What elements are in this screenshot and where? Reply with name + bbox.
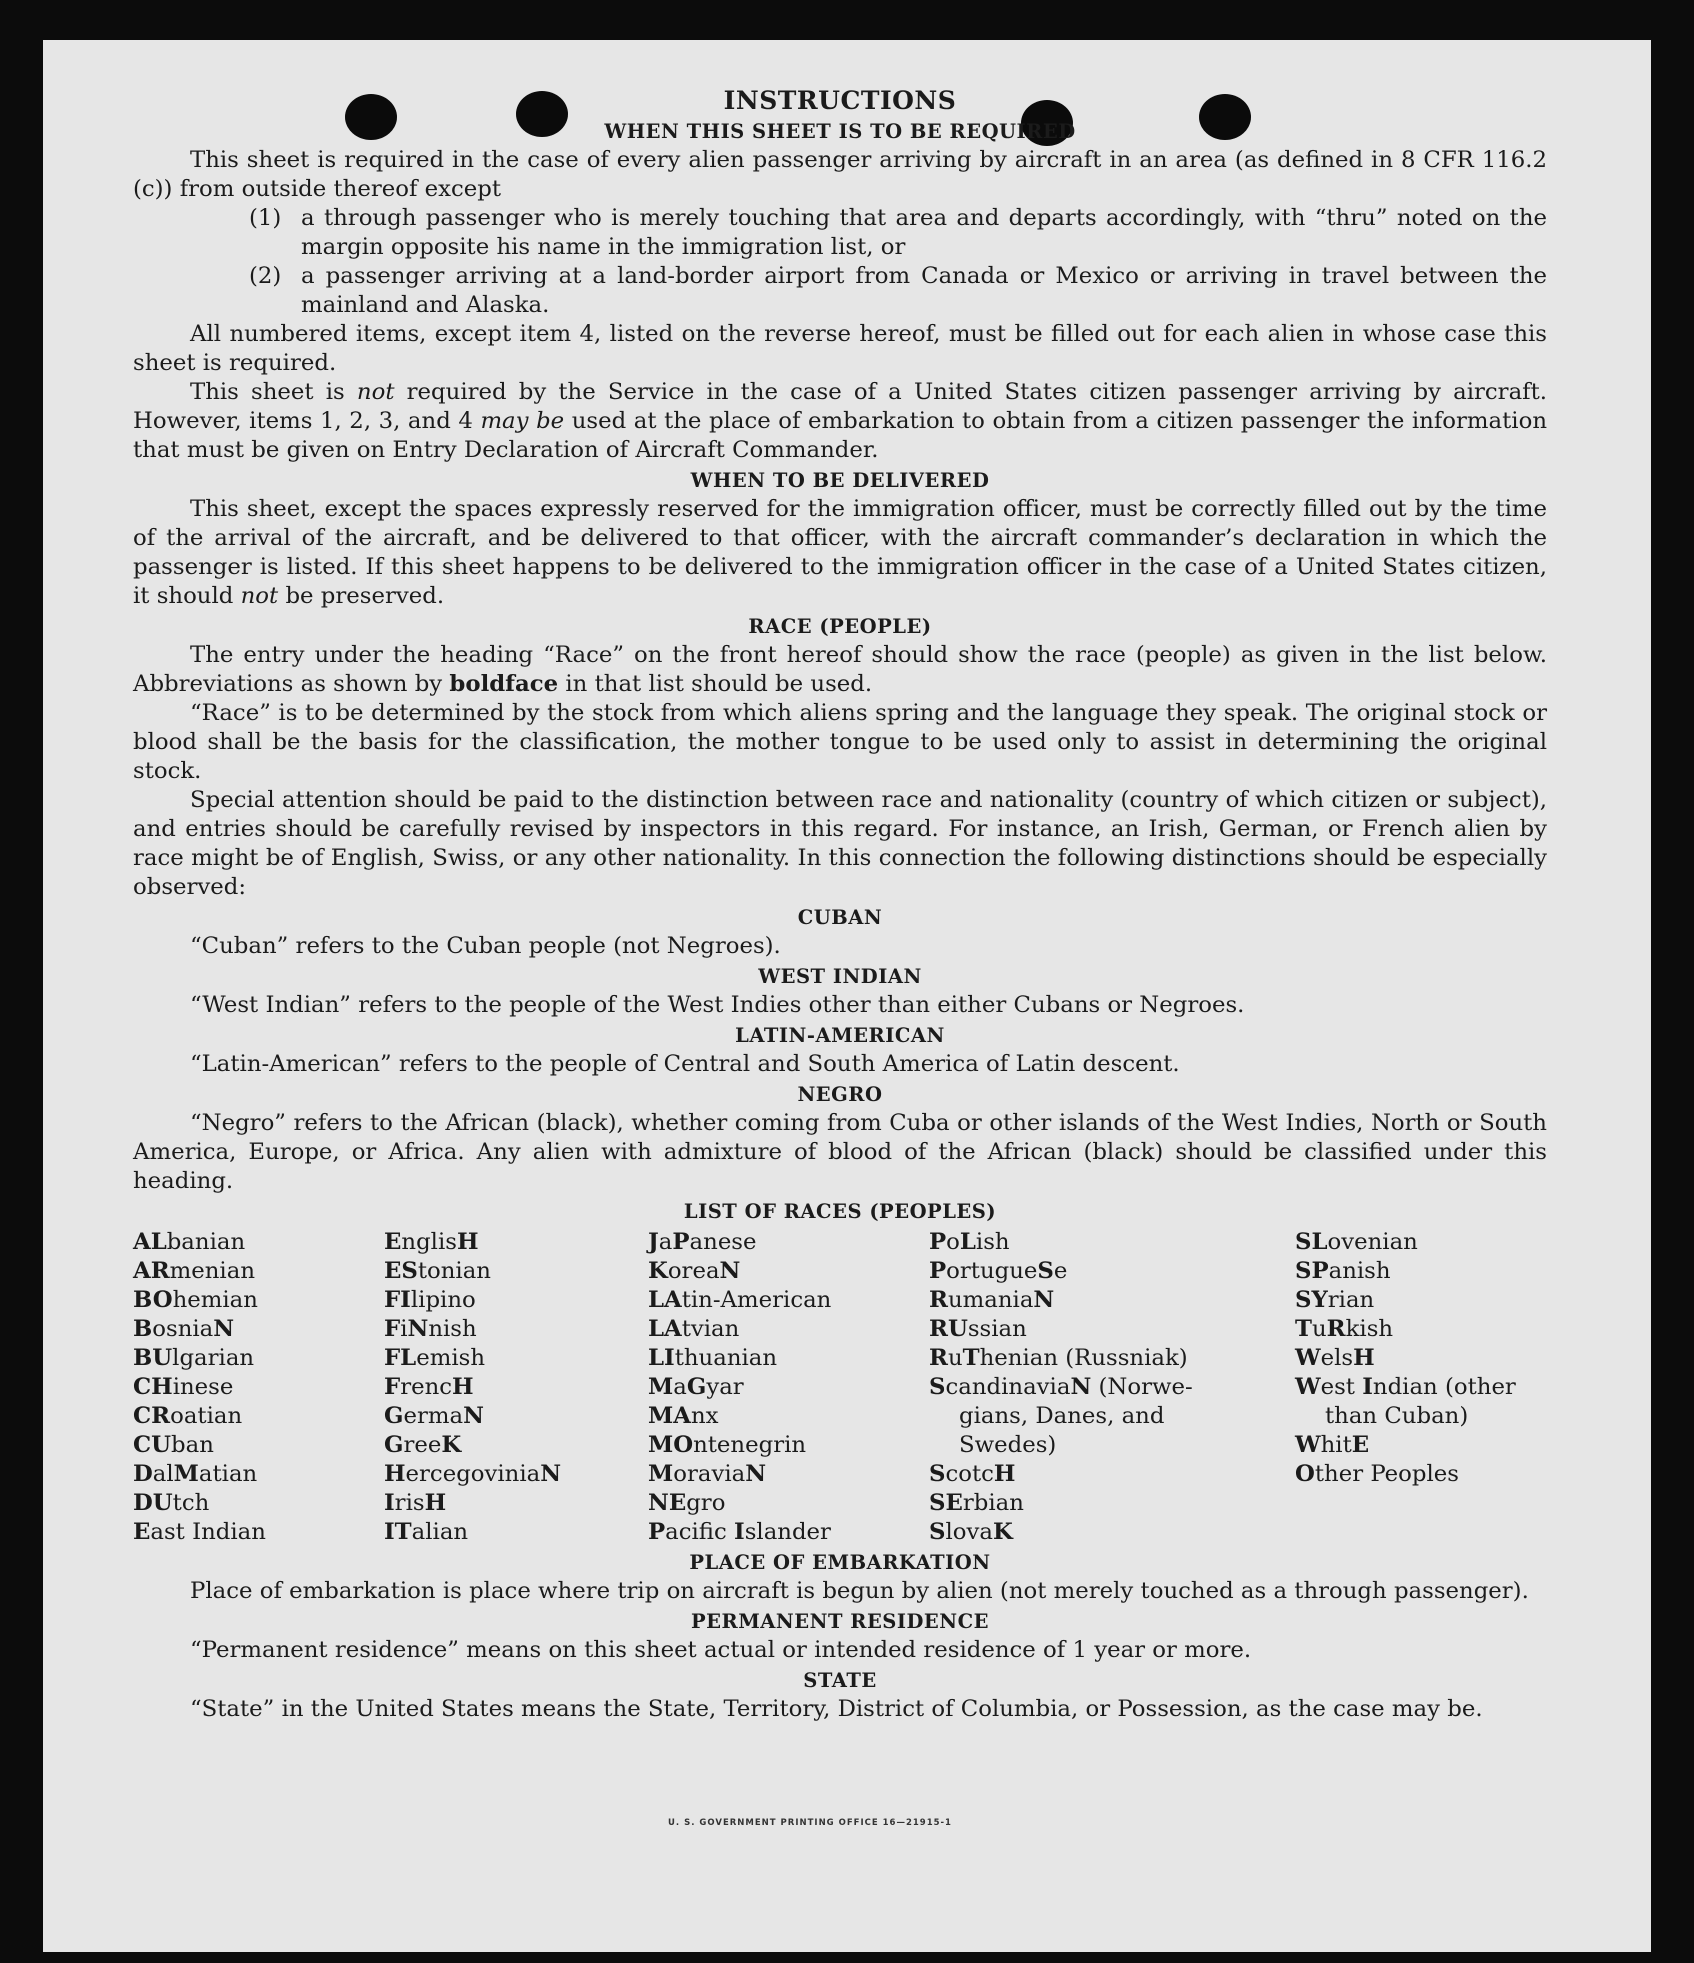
race-name-part: lipino	[410, 1287, 476, 1313]
race-name-part: lgarian	[172, 1345, 255, 1371]
race-entry	[1295, 1460, 1547, 1489]
race-entry	[648, 1431, 929, 1460]
text-run: This sheet, except the spaces expressly reserved for the immigration officer, must be correctly filled out by the time of the arrival of the aircraft, and be delivered to that officer, with the aircraft commander’s declaration in which the passenger is listed. If this sheet happens to be delivered to the immigration officer in the case of a United States citizen, it should	[133, 496, 1547, 609]
race-abbrev-letters: I	[734, 1519, 745, 1545]
race-name-part: inese	[172, 1374, 234, 1400]
race-name-part: u	[1311, 1316, 1327, 1342]
race-name-part: ovenian	[1327, 1229, 1418, 1255]
race-entry	[1295, 1344, 1547, 1373]
race-entry	[1295, 1315, 1547, 1344]
race-entry	[384, 1489, 648, 1518]
race-entry	[384, 1286, 648, 1315]
emphasis: not	[356, 379, 395, 405]
race-abbrev-letters: SE	[929, 1490, 963, 1516]
race-name-part: nx	[690, 1403, 719, 1429]
race-abbrev-letters: SP	[1295, 1258, 1329, 1284]
heading-latin-american: LATIN-AMERICAN	[735, 1024, 945, 1047]
race-entry	[648, 1489, 929, 1518]
race-name-part: erma	[403, 1403, 464, 1429]
race-abbrev-letters: M	[648, 1374, 674, 1400]
race-abbrev-letters: N	[719, 1258, 741, 1284]
race-abbrev-letters: P	[672, 1229, 690, 1255]
race-abbrev-letters: BO	[133, 1287, 173, 1313]
race-abbrev-letters: P	[929, 1229, 947, 1255]
race-entry	[384, 1257, 648, 1286]
race-name-part: slander	[744, 1519, 831, 1545]
race-abbrev-letters: J	[648, 1229, 659, 1255]
race-abbrev-letters: D	[133, 1461, 153, 1487]
race-name-part: ndian (other	[1372, 1374, 1516, 1400]
race-name-part: nish	[428, 1316, 477, 1342]
race-name-part: ree	[403, 1432, 442, 1458]
race-entry	[648, 1228, 929, 1257]
race-abbrev-letters: N	[1033, 1287, 1055, 1313]
race-abbrev-letters: H	[1353, 1345, 1375, 1371]
race-entry	[929, 1431, 1295, 1460]
race-entry	[648, 1286, 929, 1315]
race-entry	[929, 1402, 1295, 1431]
heading-race: RACE (PEOPLE)	[748, 615, 932, 638]
race-entry	[133, 1489, 384, 1518]
race-abbrev-letters: LA	[648, 1316, 682, 1342]
race-name-part: tin-American	[681, 1287, 832, 1313]
race-entry	[133, 1402, 384, 1431]
race-abbrev-letters: P	[648, 1519, 666, 1545]
race-name-part: banian	[166, 1229, 246, 1255]
races-list	[133, 1228, 1547, 1547]
race-abbrev-letters: FI	[384, 1287, 411, 1313]
race-abbrev-letters: N	[407, 1316, 429, 1342]
race-abbrev-letters: S	[1037, 1258, 1054, 1284]
paragraph: “State” in the United States means the State, Territory, District of Columbia, or Possession, as the case may be.	[190, 1696, 1483, 1722]
race-entry	[384, 1315, 648, 1344]
race-name-part: nglis	[401, 1229, 457, 1255]
race-name-part: a	[673, 1374, 687, 1400]
race-name-part: anish	[1328, 1258, 1391, 1284]
race-name-part: i	[400, 1316, 408, 1342]
race-entry	[384, 1460, 648, 1489]
race-entry	[1295, 1373, 1547, 1402]
race-abbrev-letters: R	[1326, 1316, 1346, 1342]
race-entry	[384, 1402, 648, 1431]
race-abbrev-letters: F	[384, 1316, 401, 1342]
heading-permanent-residence: PERMANENT RESIDENCE	[690, 1610, 989, 1633]
race-name-part: ntenegrin	[693, 1432, 807, 1458]
list-item	[249, 262, 1547, 320]
paragraph: Place of embarkation is place where trip on aircraft is begun by alien (not merely touched as a through passenger).	[190, 1578, 1529, 1604]
race-name-part: than Cuban)	[1325, 1403, 1469, 1429]
race-entry	[648, 1518, 929, 1547]
paragraph	[133, 378, 1547, 465]
text-run: The entry under the heading “Race” on the front hereof should show the race (people) as given in the list below. Abbreviations as shown by	[133, 642, 1547, 697]
paragraph	[133, 641, 1547, 699]
race-entry	[1295, 1431, 1547, 1460]
item-number: (2)	[249, 263, 282, 289]
heading-list-of-races: LIST OF RACES (PEOPLES)	[683, 1200, 997, 1223]
race-name-part: orea	[667, 1258, 720, 1284]
race-entry	[929, 1315, 1295, 1344]
race-entry	[133, 1344, 384, 1373]
paragraph: Special attention should be paid to the distinction between race and nationality (country of which citizen or subject), and entries should be carefully revised by inspectors in this regard. For instance, an Irish, German, or French alien by race might be of English, Swiss, or any other nationality. In this connection the following distinctions should be especially observed:	[133, 787, 1547, 900]
race-abbrev-letters: G	[384, 1432, 404, 1458]
race-name-part: ther Peoples	[1314, 1461, 1459, 1487]
race-abbrev-letters: N	[540, 1461, 562, 1487]
race-name-part: emish	[416, 1345, 485, 1371]
race-entry	[929, 1373, 1295, 1402]
race-entry	[648, 1402, 929, 1431]
bold-text: boldface	[449, 671, 559, 697]
race-abbrev-letters: E	[1351, 1432, 1370, 1458]
race-entry	[1295, 1402, 1547, 1431]
text-run: This sheet is	[190, 379, 357, 405]
race-name-part: renc	[400, 1374, 453, 1400]
race-abbrev-letters: BU	[133, 1345, 173, 1371]
race-name-part: alian	[411, 1519, 469, 1545]
race-abbrev-letters: SY	[1295, 1287, 1328, 1313]
race-name-part: hit	[1320, 1432, 1352, 1458]
race-name-part: ban	[171, 1432, 214, 1458]
race-abbrev-letters: T	[962, 1345, 980, 1371]
race-name-part: lova	[945, 1519, 993, 1545]
race-name-part: rian	[1327, 1287, 1375, 1313]
race-entry	[133, 1431, 384, 1460]
race-name-part: rbian	[962, 1490, 1024, 1516]
race-name-part: ris	[394, 1490, 425, 1516]
paragraph: “Cuban” refers to the Cuban people (not Negroes).	[190, 933, 781, 959]
race-entry	[648, 1257, 929, 1286]
text-run: be preserved.	[278, 583, 445, 609]
race-entry	[384, 1344, 648, 1373]
race-name-part: tvian	[681, 1316, 740, 1342]
race-abbrev-letters: H	[452, 1374, 474, 1400]
race-entry	[648, 1460, 929, 1489]
text-run: required by the Service in the case of a United States citizen passenger arriving by aircraft. However, items 1, 2, 3, and 4	[133, 379, 1547, 434]
race-abbrev-letters: LA	[648, 1287, 682, 1313]
race-abbrev-letters: N	[213, 1316, 235, 1342]
race-name-part: ortugue	[946, 1258, 1038, 1284]
item-number: (1)	[249, 205, 282, 231]
race-abbrev-letters: LI	[648, 1345, 675, 1371]
race-abbrev-letters: M	[648, 1461, 674, 1487]
heading-when-delivered: WHEN TO BE DELIVERED	[690, 469, 990, 492]
race-entry	[384, 1518, 648, 1547]
race-name-part: u	[947, 1345, 963, 1371]
race-name-part: kish	[1345, 1316, 1394, 1342]
heading-embarkation: PLACE OF EMBARKATION	[689, 1551, 991, 1574]
race-entry	[929, 1489, 1295, 1518]
race-name-part: els	[1320, 1345, 1354, 1371]
race-entry	[929, 1518, 1295, 1547]
text-run: used at the place of embarkation to obtain from a citizen passenger the information that must be given on Entry Declaration of Aircraft Commander.	[133, 408, 1547, 463]
race-entry	[648, 1315, 929, 1344]
race-abbrev-letters: CU	[133, 1432, 172, 1458]
race-name-part: hemian	[172, 1287, 258, 1313]
race-abbrev-letters: K	[992, 1519, 1013, 1545]
race-name-part: ercegovinia	[405, 1461, 541, 1487]
race-abbrev-letters: W	[1295, 1432, 1321, 1458]
race-name-part: est	[1320, 1374, 1363, 1400]
race-abbrev-letters: CR	[133, 1403, 171, 1429]
paragraph: “Latin-American” refers to the people of Central and South America of Latin descent.	[190, 1051, 1180, 1077]
race-abbrev-letters: MA	[648, 1403, 691, 1429]
paragraph: This sheet is required in the case of every alien passenger arriving by aircraft in an area (as defined in 8 CFR 116.2 (c)) from outside thereof except	[133, 147, 1547, 202]
race-entry	[929, 1460, 1295, 1489]
race-name-part: a	[658, 1229, 673, 1255]
race-abbrev-letters: H	[384, 1461, 406, 1487]
race-name-part: (Norwe-	[1091, 1374, 1193, 1400]
race-name-part: Swedes)	[959, 1432, 1057, 1458]
race-abbrev-letters: E	[384, 1229, 402, 1255]
race-abbrev-letters: F	[384, 1374, 401, 1400]
race-name-part: tch	[172, 1490, 210, 1516]
race-entry	[1295, 1228, 1547, 1257]
race-entry	[929, 1286, 1295, 1315]
race-abbrev-letters: H	[456, 1229, 479, 1255]
emphasis: not	[240, 583, 279, 609]
heading-cuban: CUBAN	[797, 906, 883, 929]
race-abbrev-letters: H	[424, 1490, 447, 1516]
race-name-part: anese	[689, 1229, 757, 1255]
race-name-part: oravia	[673, 1461, 746, 1487]
race-abbrev-letters: B	[133, 1316, 153, 1342]
heading-state: STATE	[803, 1669, 877, 1692]
race-abbrev-letters: K	[441, 1432, 462, 1458]
heading-when-required: WHEN THIS SHEET IS TO BE REQUIRED	[604, 120, 1076, 143]
race-name-part: henian (Russniak)	[979, 1345, 1188, 1371]
heading-negro: NEGRO	[797, 1083, 883, 1106]
race-abbrev-letters: N	[463, 1403, 484, 1429]
race-abbrev-letters: S	[929, 1461, 946, 1487]
race-abbrev-letters: I	[384, 1490, 395, 1516]
race-entry	[1295, 1286, 1547, 1315]
race-abbrev-letters: S	[929, 1374, 946, 1400]
list-item	[249, 204, 1547, 262]
race-entry	[384, 1431, 648, 1460]
race-abbrev-letters: E	[133, 1519, 151, 1545]
race-abbrev-letters: N	[745, 1461, 767, 1487]
race-entry	[133, 1518, 384, 1547]
races-column	[648, 1228, 929, 1547]
race-entry	[384, 1373, 648, 1402]
race-abbrev-letters: H	[993, 1461, 1016, 1487]
race-abbrev-letters: O	[1295, 1461, 1315, 1487]
race-abbrev-letters: MO	[648, 1432, 694, 1458]
race-abbrev-letters: IT	[384, 1519, 412, 1545]
race-name-part: ssian	[967, 1316, 1027, 1342]
race-abbrev-letters: W	[1295, 1374, 1321, 1400]
race-abbrev-letters: CH	[133, 1374, 173, 1400]
paragraph: All numbered items, except item 4, listed on the reverse hereof, must be filled out for each alien in whose case this sheet is required.	[133, 321, 1547, 376]
race-abbrev-letters: SL	[1295, 1229, 1328, 1255]
race-entry	[133, 1286, 384, 1315]
paragraph: “Permanent residence” means on this sheet actual or intended residence of 1 year or more.	[190, 1637, 1252, 1663]
race-entry	[1295, 1257, 1547, 1286]
race-entry	[133, 1257, 384, 1286]
race-abbrev-letters: P	[929, 1258, 947, 1284]
race-name-part: umania	[947, 1287, 1034, 1313]
race-abbrev-letters: K	[648, 1258, 668, 1284]
page-title: INSTRUCTIONS	[723, 86, 957, 115]
race-entry	[133, 1460, 384, 1489]
race-name-part: al	[152, 1461, 174, 1487]
paragraph: “Race” is to be determined by the stock from which aliens spring and the language they speak. The original stock or blood shall be the basis for the classification, the mother tongue to be used only to assist in determining the original stock.	[133, 700, 1547, 784]
race-name-part: cotc	[945, 1461, 994, 1487]
item-text: a passenger arriving at a land-border airport from Canada or Mexico or arriving in travel between the mainland and Alaska.	[301, 263, 1547, 318]
heading-west-indian: WEST INDIAN	[758, 965, 922, 988]
text-run: in that list should be used.	[558, 671, 873, 697]
race-abbrev-letters: R	[929, 1345, 948, 1371]
race-entry	[133, 1373, 384, 1402]
race-name-part: e	[1053, 1258, 1068, 1284]
race-abbrev-letters: NE	[648, 1490, 687, 1516]
races-column	[133, 1228, 384, 1547]
races-column	[1295, 1228, 1547, 1547]
race-abbrev-letters: G	[686, 1374, 707, 1400]
race-entry	[929, 1228, 1295, 1257]
race-entry	[929, 1344, 1295, 1373]
race-abbrev-letters: DU	[133, 1490, 173, 1516]
race-entry	[133, 1315, 384, 1344]
paragraph: “Negro” refers to the African (black), whether coming from Cuba or other islands of the West Indies, North or South America, Europe, or Africa. Any alien with admixture of blood of the African (black) should be classified under this heading.	[133, 1110, 1547, 1194]
printer-imprint: U. S. GOVERNMENT PRINTING OFFICE 16—21915-1	[668, 1818, 952, 1828]
race-abbrev-letters: N	[1070, 1374, 1092, 1400]
race-entry	[929, 1257, 1295, 1286]
race-name-part: yar	[706, 1374, 744, 1400]
race-abbrev-letters: R	[929, 1287, 948, 1313]
item-text: a through passenger who is merely touching that area and departs accordingly, with “thru” noted on the margin opposite his name in the immigration list, or	[301, 205, 1547, 260]
race-name-part: menian	[169, 1258, 255, 1284]
paragraph	[133, 495, 1547, 611]
race-entry	[648, 1373, 929, 1402]
race-abbrev-letters: RU	[929, 1316, 968, 1342]
race-abbrev-letters: I	[1362, 1374, 1373, 1400]
race-abbrev-letters: G	[384, 1403, 404, 1429]
race-name-part: atian	[198, 1461, 258, 1487]
instructions-body	[133, 86, 1547, 1724]
race-abbrev-letters: ES	[384, 1258, 418, 1284]
race-name-part: gro	[686, 1490, 726, 1516]
race-name-part: ish	[975, 1229, 1010, 1255]
race-name-part: oatian	[170, 1403, 243, 1429]
race-entry	[648, 1344, 929, 1373]
race-name-part: osnia	[152, 1316, 214, 1342]
race-abbrev-letters: AL	[133, 1229, 167, 1255]
paragraph: “West Indian” refers to the people of the West Indies other than either Cubans or Negroes.	[190, 992, 1245, 1018]
race-abbrev-letters: AR	[133, 1258, 170, 1284]
race-name-part: acific	[665, 1519, 735, 1545]
race-abbrev-letters: T	[1295, 1316, 1312, 1342]
race-abbrev-letters: M	[173, 1461, 199, 1487]
race-name-part: candinavia	[945, 1374, 1071, 1400]
race-abbrev-letters: W	[1295, 1345, 1321, 1371]
race-name-part: tonian	[417, 1258, 491, 1284]
race-abbrev-letters: L	[959, 1229, 976, 1255]
race-name-part: gians, Danes, and	[959, 1403, 1165, 1429]
emphasis: may be	[480, 408, 565, 434]
race-entry	[133, 1228, 384, 1257]
races-column	[384, 1228, 648, 1547]
race-abbrev-letters: S	[929, 1519, 946, 1545]
race-name-part: ast Indian	[150, 1519, 266, 1545]
race-abbrev-letters: FL	[384, 1345, 417, 1371]
race-entry	[384, 1228, 648, 1257]
races-column	[929, 1228, 1295, 1547]
race-name-part: o	[946, 1229, 960, 1255]
race-name-part: thuanian	[674, 1345, 778, 1371]
